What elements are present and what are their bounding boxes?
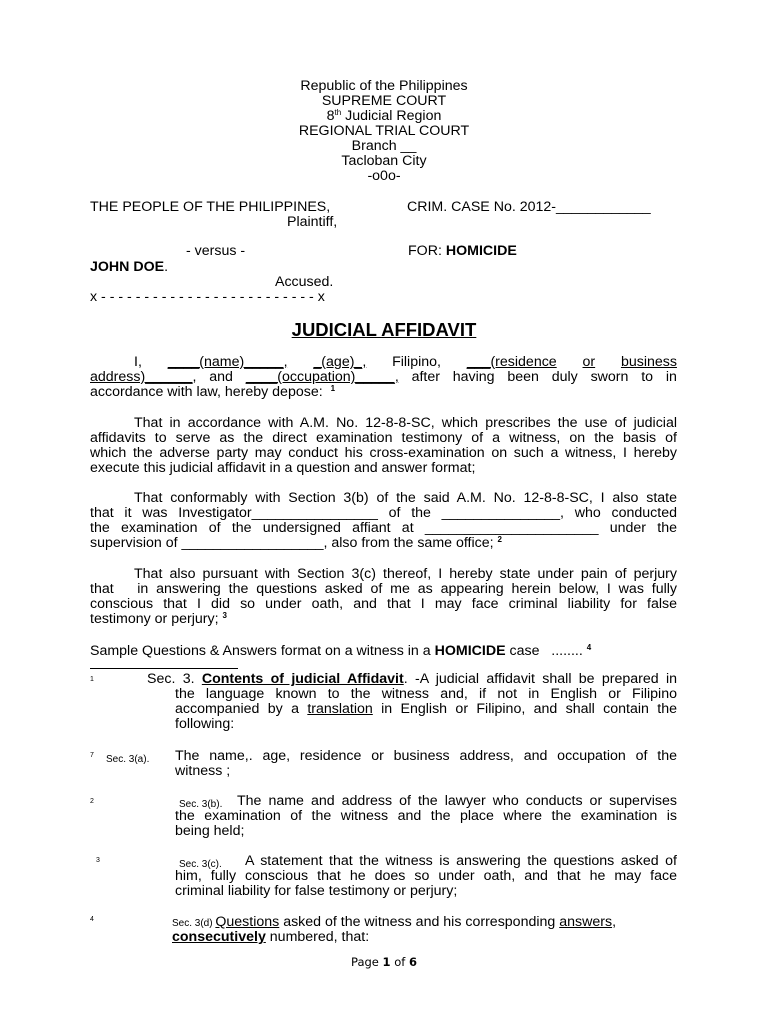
paragraph-5 xyxy=(90,644,591,659)
footnote-number: 4 xyxy=(90,916,94,923)
p2-line-1: That in accordance with A.M. No. 12-8-8-SC, which prescribes the use of judicial xyxy=(134,415,677,431)
footnote-ref: 3 xyxy=(222,611,227,620)
footnote-number: 3 xyxy=(96,857,100,864)
f5-questions: Questions xyxy=(215,914,280,930)
f1-heading: Contents of judicial Affidavit xyxy=(201,671,404,687)
f1-line-1 xyxy=(147,672,677,687)
p5-text: Sample Questions & Answers format on a witness in a xyxy=(90,643,435,659)
f1-line-2: the language known to the witness and, if not in English or Filipino xyxy=(175,686,677,702)
paragraph-4 xyxy=(90,567,677,627)
p4-line-4 xyxy=(90,612,677,627)
f2-sec: Sec. 3(a). xyxy=(106,754,150,765)
p4-line-2: that in answering the questions asked of me as appearing herein below, I was fully xyxy=(90,581,677,597)
paragraph-2 xyxy=(90,416,677,476)
p3-line-2: that it was Investigator________________ of the _______________, who conducted xyxy=(90,505,677,521)
p3-line-4 xyxy=(90,536,677,551)
f3-line-2: the examination of the witness and the place where the examination is xyxy=(175,808,677,824)
offense-line xyxy=(408,244,517,259)
footnote-number: 2 xyxy=(90,798,94,805)
republic-line: Republic of the Philippines xyxy=(300,78,468,94)
current-page: 1 xyxy=(382,955,391,969)
footnote-number: 1 xyxy=(90,676,94,683)
versus-label: - versus - xyxy=(186,243,246,259)
p1-word: duly xyxy=(551,369,578,385)
f3-sec: Sec. 3(b). xyxy=(179,799,223,810)
f1-sec: Sec. 3. xyxy=(147,671,202,687)
header-divider: -o0o- xyxy=(367,168,401,184)
offense-name: HOMICIDE xyxy=(445,243,517,259)
footnote-ref: 4 xyxy=(586,643,592,652)
p1-word: Filipino, xyxy=(392,354,441,370)
p1-word: or xyxy=(582,354,596,370)
f4-line-1: A statement that the witness is answering the questions asked of xyxy=(245,853,677,869)
footnote-ref: 1 xyxy=(330,384,336,393)
region-suffix: th xyxy=(334,108,342,117)
p1-word: to xyxy=(641,369,654,385)
footnote-2 xyxy=(175,749,677,779)
for-label: FOR: xyxy=(408,243,446,259)
region-text: Judicial Region xyxy=(341,108,442,124)
footnote-1 xyxy=(147,671,678,732)
p1-word: been xyxy=(507,369,539,385)
p1-address-blank: address)______, xyxy=(90,369,197,385)
page-footer xyxy=(0,955,768,970)
p1-word: having xyxy=(452,369,495,385)
p3-line-4-text: supervision of __________________, also from the same office; xyxy=(90,535,494,551)
p4-line-4-text: testimony or perjury; xyxy=(90,611,219,627)
f4-sec: Sec. 3(c). xyxy=(179,859,222,870)
f5-consecutively: consecutively xyxy=(172,929,266,945)
f3-line-3: being held; xyxy=(175,823,245,839)
footnote-ref: 2 xyxy=(497,535,502,544)
caption-separator: x - - - - - - - - - - - - - - - - - - - - - - - - - x xyxy=(90,289,325,305)
f1-line-4: following: xyxy=(175,716,235,732)
f5-line-2 xyxy=(172,930,369,945)
p1-line-2 xyxy=(90,370,677,385)
p5-offense: HOMICIDE xyxy=(434,643,506,659)
of-word: of xyxy=(390,955,409,969)
plaintiff-name: THE PEOPLE OF THE PHILIPPINES, xyxy=(90,199,331,215)
region-line xyxy=(0,109,768,124)
f5-comma: , xyxy=(612,914,617,930)
f4-line-3: criminal liability for false testimony or perjury; xyxy=(175,883,458,899)
f1-translation: translation xyxy=(307,701,373,717)
accused-period: . xyxy=(164,259,169,275)
p1-word: and xyxy=(209,369,233,385)
total-pages: 6 xyxy=(408,955,417,969)
p1-word: in xyxy=(665,369,677,385)
plaintiff-label: Plaintiff, xyxy=(287,214,338,230)
p1-word: after xyxy=(411,369,440,385)
region-number: 8 xyxy=(326,108,335,124)
p3-line-3: the examination of the undersigned affiant at ______________________ under the xyxy=(90,520,677,536)
f5-line-2-rest: numbered, that: xyxy=(265,929,370,945)
p1-line-3 xyxy=(90,385,677,400)
paragraph-1 xyxy=(90,355,677,400)
p1-name-blank: ____(name)_____, xyxy=(167,354,288,370)
p4-line-3: conscious that I did so under oath, and that I may face criminal liability for false xyxy=(90,596,677,612)
p2-line-2: affidavits to serve as the direct examination testimony of a witness, on the basis of xyxy=(90,430,677,446)
f1-line-3-post: in English or Filipino, and shall contain the xyxy=(372,701,678,717)
p1-residence-blank: ___(residence xyxy=(466,354,557,370)
footnote-4 xyxy=(175,854,677,899)
branch-line: Branch __ xyxy=(351,138,417,154)
p1-word: sworn xyxy=(590,369,629,385)
paragraph-3 xyxy=(90,491,677,551)
f5-sec: Sec. 3(d) xyxy=(172,918,216,929)
p1-line-3-text: accordance with law, hereby depose: xyxy=(90,384,323,400)
f3-line-1: The name and address of the lawyer who conducts or supervises xyxy=(237,793,677,809)
p2-line-4: execute this judicial affidavit in a question and answer format; xyxy=(90,460,476,476)
p5-text-end: case ........ xyxy=(505,643,587,659)
p2-line-3: which the adverse party may conduct his cross-examination on such a witness, I hereby xyxy=(90,445,677,461)
p3-line-1: That conformably with Section 3(b) of the said A.M. No. 12-8-8-SC, I also state xyxy=(134,490,677,506)
f1-line-3-pre: accompanied by a xyxy=(175,701,308,717)
accused-label: Accused. xyxy=(275,274,334,290)
f4-line-2: him, fully conscious that he does so under oath, and that he may face xyxy=(175,868,677,884)
court-header xyxy=(0,79,768,184)
footnote-3 xyxy=(175,794,677,839)
p1-word: I, xyxy=(134,354,142,370)
p1-line-1 xyxy=(90,355,677,370)
f5-answers: answers xyxy=(559,914,613,930)
accused-name: JOHN DOE xyxy=(90,259,165,275)
f1-line-3 xyxy=(175,702,677,717)
p1-age-blank: _(age)_, xyxy=(313,354,367,370)
f2-line-2: witness ; xyxy=(175,763,231,779)
footnote-separator xyxy=(90,668,238,669)
footnote-number: 7 xyxy=(90,752,94,759)
p1-word: business xyxy=(620,354,677,370)
f2-line-1: The name,. age, residence or business address, and occupation of the xyxy=(175,748,677,764)
city-line: Tacloban City xyxy=(341,153,427,169)
p1-occupation-blank: ____(occupation)_____, xyxy=(245,369,399,385)
page-word: Page xyxy=(351,955,383,969)
p4-line-1: That also pursuant with Section 3(c) thereof, I hereby state under pain of perjury xyxy=(134,566,677,582)
case-number: CRIM. CASE No. 2012-____________ xyxy=(407,199,651,215)
trial-court-line: REGIONAL TRIAL COURT xyxy=(298,123,470,139)
f1-line-1-rest: . -A judicial affidavit shall be prepared in xyxy=(403,671,678,687)
document-title: JUDICIAL AFFIDAVIT xyxy=(291,319,477,340)
accused-name-line xyxy=(90,260,168,275)
court-line: SUPREME COURT xyxy=(321,93,447,109)
f5-line-1-mid: asked of the witness and his corresponding xyxy=(279,914,560,930)
